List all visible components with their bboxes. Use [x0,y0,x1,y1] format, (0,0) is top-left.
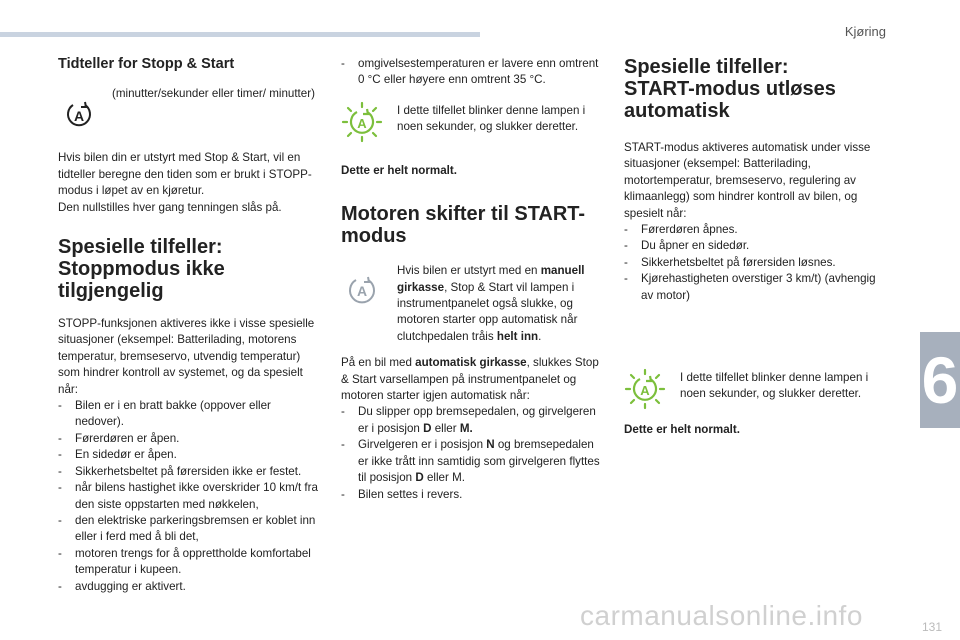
section-label: Kjøring [844,24,886,39]
startmode-heading: Motoren skifter til START- modus [341,203,586,248]
svg-text:A: A [356,283,368,300]
blink-text: I dette tilfellet blinker denne lampen i noen sekunder, og slukker deretter. [397,103,586,134]
stopmode-intro: STOPP-funksjonen aktiveres ikke i visse spesielle situasjoner (eksempel: Batterilading, motorens temperatur, bremseservo, utvendig temperatur) som hindrer kontroll av systemet, og da spesielt når: [58,317,315,396]
svg-text:A: A [640,383,650,399]
svg-text:A: A [357,115,367,131]
blink-icon-row [624,368,882,410]
auto-start-para: START-modus aktiveres automatisk under visse situasjoner (eksempel: Batterilading, motortemperatur, bremseservo, regulering av klimaanlegg) som hindrer kontroll av bilen, og spesielt når: [624,141,871,220]
top-accent-bar [0,32,480,37]
list-item: - En sidedør er åpen. [58,448,177,462]
timer-reset-para: Den nullstilles hver gang tenningen slås på. [58,200,282,214]
list-item: - motoren trengs for å opprettholde komfortabel temperatur i kupeen. [58,546,311,577]
normal-note: Dette er helt normalt. [341,163,457,177]
manual-gearbox-text: Hvis bilen er utstyrt med en manuell girkasse, Stop & Start vil lampen i instrumentpanelet også slukke, og motoren starter opp automatisk når clutchpedalen tråis helt inn. [397,264,585,343]
list-item: - Førerdøren er åpen. [58,431,180,445]
auto-list [341,404,603,502]
auto-start-heading: Spesielle tilfeller: START-modus utløses automatisk [624,56,836,122]
timer-para: Hvis bilen din er utstyrt med Stop & Start, vil en tidteller beregne den tiden som er brukt i STOPP-modus i løpet av en kjøretur. [58,151,312,198]
blink-text: I dette tilfellet blinker denne lampen i noen sekunder, og slukker deretter. [680,371,869,401]
list-item: - Girvelgeren er i posisjon N og bremsepedalen er ikke trått inn samtidig som girvelgeren flyttes til posisjon D eller M. [341,438,600,485]
auto-gearbox-text: På en bil med automatisk girkasse, slukkes Stop & Start varsellampen på instrumentpanelet og motoren starter igjen automatisk når: [341,356,599,403]
stop-start-icon [58,94,100,136]
list-item: - Sikkerhetsbeltet på førersiden løsnes. [624,255,836,269]
stopmode-list [58,398,320,595]
stop-start-grey-icon [341,269,383,311]
list-item: - når bilens hastighet ikke overskrider 10 km/t fra den siste oppstarten med nøkkelen, [58,481,318,511]
column-3 [624,56,882,438]
watermark: carmanualsonline.info [580,600,863,631]
list-item: - Du slipper opp bremsepedalen, og girvelgeren er i posisjon D eller M. [341,405,596,435]
column-1 [58,56,320,595]
stopmode-heading: Spesielle tilfeller: Stoppmodus ikke tilgjengelig [58,236,225,303]
normal-note: Dette er helt normalt. [624,423,740,437]
list-item: - Førerdøren åpnes. [624,223,738,237]
list-item: - Bilen settes i revers. [341,487,463,501]
list-item: - omgivelsestemperaturen er lavere enn omtrent 0 °C eller høyere enn omtrent 35 °C. [341,57,599,87]
list-item: - Kjørehastigheten overstiger 3 km/t) (avhengig av motor) [624,272,876,302]
chapter-tab: 6 [920,332,960,428]
column-2 [341,56,603,503]
list-item: - Sikkerhetsbeltet på førersiden ikke er festet. [58,464,302,478]
list-item: - Du åpner en sidedør. [624,239,750,253]
list-item: - den elektriske parkeringsbremsen er koblet inn eller i ferd med å bli det, [58,513,316,544]
page-number: 131 [921,620,942,634]
timer-heading: Tidteller for Stopp & Start [58,56,235,72]
manual-icon-row [341,263,603,345]
timer-icon-row [58,86,320,136]
list-item: - Bilen er i en bratt bakke (oppover eller nedover). [58,399,271,429]
svg-text:A: A [73,108,85,125]
stop-start-green-icon [341,101,383,143]
blink-icon-row [341,101,603,143]
list-item: - avdugging er aktivert. [58,579,186,593]
stop-start-green-icon [624,368,666,410]
auto-start-list [624,222,882,304]
timer-caption: (minutter/sekunder eller timer/ minutter) [112,87,315,101]
